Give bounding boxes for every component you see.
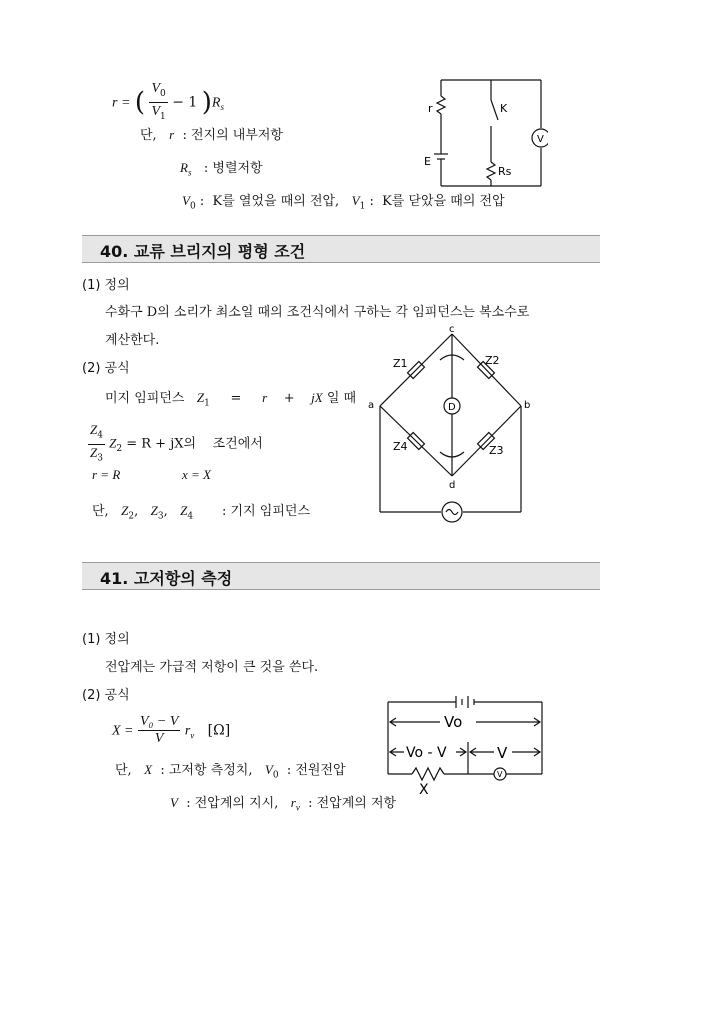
label-z2: Z2	[485, 354, 500, 367]
section-40-title: 40. 교류 브리지의 평형 조건	[100, 242, 306, 261]
v1-description: K를 닫았을 때의 전압	[382, 194, 505, 209]
internal-resistance-formula: r = ( $\frac{V_0}{V_1}$ − 1 )$R_s$	[112, 81, 224, 122]
label-k: K	[500, 102, 508, 115]
imp-tail: 일 때	[326, 391, 357, 406]
note-v-rv	[170, 792, 396, 813]
detector-icon: D	[448, 402, 456, 413]
z3-sub: 3	[157, 511, 164, 522]
equals: =	[230, 391, 242, 406]
label-vo: Vo	[444, 713, 463, 731]
z2-sub: 2	[128, 511, 135, 522]
label-z1: Z1	[393, 357, 408, 370]
z3-sub: 3	[97, 453, 103, 464]
frac-den-sub: 1	[160, 111, 166, 122]
cond-tail: 조건에서	[212, 436, 263, 452]
frac-den: V	[151, 103, 161, 119]
unknown-impedance-line	[105, 387, 356, 409]
z2-sub: 2	[116, 444, 123, 455]
section-41-title: 41. 고저항의 측정	[100, 569, 233, 588]
node-a: a	[368, 400, 375, 411]
v0-sub: 0	[189, 201, 196, 212]
frac-den: V	[154, 731, 164, 746]
note-r	[140, 124, 283, 143]
note-prefix: 단,	[140, 128, 157, 143]
label-r: r	[428, 102, 433, 115]
node-d: d	[449, 480, 456, 491]
note-prefix: 단,	[92, 504, 109, 519]
label-rs: Rs	[498, 165, 512, 178]
cond-rhs: = R + jX의	[126, 436, 197, 452]
note-rs	[180, 157, 263, 178]
v1-symbol: V	[351, 193, 360, 208]
sec41-def-label: (1) 정의	[82, 632, 130, 647]
rs-symbol: R	[180, 160, 188, 175]
rv-description: : 전압계의 저항	[308, 796, 397, 811]
v0-colon: :	[199, 194, 205, 209]
x-lhs: X =	[112, 723, 134, 739]
rs-description: : 병렬저항	[203, 161, 263, 176]
x-description: : 고저항 측정치,	[160, 763, 253, 778]
note-x-v0	[115, 759, 346, 781]
node-b: b	[524, 400, 531, 411]
r-symbol: r	[262, 390, 268, 405]
z2-symbol: Z	[121, 503, 129, 518]
frac-num-sub: 0	[160, 88, 166, 99]
node-c: c	[449, 324, 455, 335]
z3-symbol: Z	[150, 503, 158, 518]
v0-sub: 0	[272, 770, 279, 781]
sec40-formula-label: (2) 공식	[82, 361, 130, 376]
rv-symbol: r	[290, 795, 296, 810]
sec41-formula-label: (2) 공식	[82, 688, 130, 703]
r-description: : 전지의 내부저항	[182, 128, 283, 143]
sec41-def-text: 전압계는 가급적 저항이 큰 것을 쓴다.	[105, 660, 319, 675]
ac-bridge-circuit	[365, 322, 545, 527]
v0-description: K를 열었을 때의 전압,	[212, 194, 340, 209]
internal-resistance-circuit	[418, 74, 548, 194]
z3-symbol: Z	[90, 444, 98, 460]
note-prefix: 단,	[115, 763, 132, 778]
high-resistance-formula	[112, 714, 230, 747]
unit: [Ω]	[207, 722, 231, 739]
z4-sub: 4	[97, 430, 103, 441]
z1-symbol: Z	[196, 390, 205, 405]
note-tail: : 기지 임피던스	[222, 504, 311, 519]
v0-symbol: V	[182, 193, 190, 208]
r-symbol: r	[169, 127, 175, 142]
plus: +	[283, 391, 295, 406]
z2-symbol: Z	[109, 435, 117, 451]
v0-description: : 전원전압	[286, 763, 346, 778]
v0-symbol: V	[264, 762, 273, 777]
label-x: X	[419, 782, 429, 794]
rv-sub: v	[295, 802, 300, 813]
rs-sub: s	[187, 167, 192, 178]
rv-symbol: r	[184, 723, 191, 739]
v1-sub: 1	[359, 201, 366, 212]
section-40-heading	[82, 235, 600, 263]
label-e: E	[424, 155, 431, 168]
voltmeter-icon: V	[497, 770, 503, 779]
formula-tail: − 1	[172, 94, 198, 111]
label-z3: Z3	[489, 444, 504, 457]
v-description: : 전압계의 지시,	[186, 796, 279, 811]
rs-symbol: R	[211, 95, 221, 111]
v-symbol: V	[170, 795, 178, 810]
balance-condition	[88, 422, 263, 466]
rs-sub: s	[220, 102, 224, 113]
frac-num: V	[151, 81, 161, 96]
imp-text: 미지 임피던스	[105, 391, 185, 406]
x-symbol: X	[144, 762, 153, 777]
z4-symbol: Z	[180, 503, 188, 518]
z4-symbol: Z	[90, 422, 98, 437]
voltmeter-icon: V	[537, 134, 544, 145]
section-41-heading	[82, 562, 600, 590]
z4-sub: 4	[187, 511, 194, 522]
x-equals-X: x = X	[182, 467, 211, 482]
label-z4: Z4	[393, 440, 408, 453]
z1-sub: 1	[204, 398, 210, 409]
known-impedance-note: 단, $Z_2$, $Z_3$, $Z_4$ : 기지 임피던스	[92, 503, 311, 522]
sec40-def-line2: 계산한다.	[105, 333, 160, 348]
sec40-def-line1: 수화구 D의 소리가 최소일 때의 조건식에서 구하는 각 임피던스는 복소수로	[105, 305, 530, 320]
rv-sub: v	[190, 730, 195, 741]
frac-num: V₀ − V	[139, 714, 179, 729]
label-vo-minus-v: Vo - V	[406, 745, 447, 761]
sec40-def-label: (1) 정의	[82, 278, 130, 293]
formula-lhs: r =	[112, 95, 131, 111]
jx-symbol: jX	[311, 390, 323, 405]
v1-colon: :	[369, 194, 374, 209]
r-equals-R: r = R	[92, 467, 121, 482]
high-resistance-circuit	[384, 694, 546, 794]
label-v: V	[497, 744, 508, 762]
